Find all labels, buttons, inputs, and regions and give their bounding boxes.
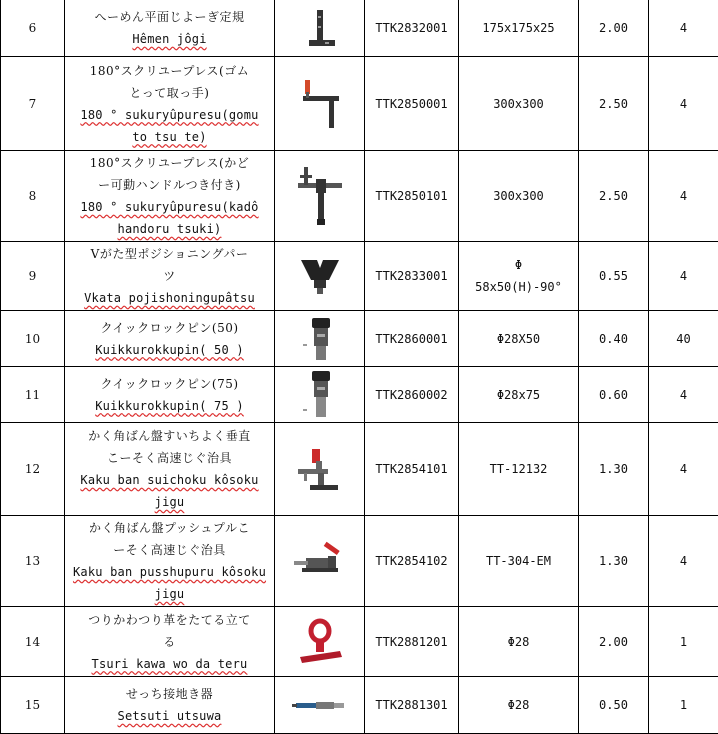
row-number: 14 xyxy=(1,607,65,677)
item-name-romaji: Setsuti utsuwa xyxy=(117,709,222,723)
item-weight: 0.50 xyxy=(579,677,649,734)
item-name-japanese: 180°スクリユープレス(かど xyxy=(89,156,250,170)
vertical-toggle-clamp-icon xyxy=(278,439,361,499)
item-image xyxy=(275,311,365,367)
item-name-romaji: jigu xyxy=(154,587,185,601)
item-image xyxy=(275,57,365,151)
item-image xyxy=(275,607,365,677)
item-name-japanese: とって取っ手) xyxy=(129,85,210,100)
row-number: 7 xyxy=(1,57,65,151)
item-name xyxy=(65,367,275,423)
item-quantity: 4 xyxy=(649,423,718,516)
item-image xyxy=(275,0,365,57)
item-code: TTK2854101 xyxy=(365,423,459,516)
item-name-japanese: 180°スクリユープレス(ゴム xyxy=(89,63,250,78)
item-size: 300x300 xyxy=(459,57,579,151)
item-name-japanese: クイックロックピン(75) xyxy=(100,376,239,391)
item-image xyxy=(275,677,365,734)
item-image xyxy=(275,151,365,242)
item-size: Φ28x75 xyxy=(459,367,579,423)
item-name xyxy=(65,311,275,367)
item-name-japanese: ーそく高速じぐ治具 xyxy=(113,543,226,557)
item-name xyxy=(65,57,275,151)
v-block-positioning-part-icon xyxy=(278,254,361,298)
item-quantity: 40 xyxy=(649,311,718,367)
row-number: 13 xyxy=(1,516,65,607)
item-quantity: 4 xyxy=(649,516,718,607)
table-row xyxy=(1,151,718,242)
screw-press-rubber-handle-icon xyxy=(278,76,361,132)
item-weight: 2.50 xyxy=(579,57,649,151)
item-name-romaji: Tsuri kawa wo da teru xyxy=(91,656,248,671)
item-image xyxy=(275,423,365,516)
item-weight: 2.50 xyxy=(579,151,649,242)
item-weight: 0.55 xyxy=(579,242,649,311)
item-name-japanese: クイックロックピン(50) xyxy=(100,320,239,335)
ground-clamp-icon xyxy=(278,693,361,717)
quick-lock-pin-icon xyxy=(278,314,361,364)
item-name xyxy=(65,242,275,311)
item-name xyxy=(65,516,275,607)
screw-press-movable-handle-icon xyxy=(278,161,361,231)
item-name-romaji: Kuikkurokkupin( 50 ) xyxy=(95,342,244,357)
item-size: 175x175x25 xyxy=(459,0,579,57)
item-image xyxy=(275,242,365,311)
item-name xyxy=(65,151,275,242)
item-name-japanese: つりかわつり革をたてる立て xyxy=(88,612,251,627)
item-name-romaji: to tsu te) xyxy=(132,129,207,144)
item-size: Φ 58x50(H)-90° xyxy=(459,242,579,311)
table-row xyxy=(1,423,718,516)
table-row xyxy=(1,607,718,677)
item-name-japanese: せっち接地き器 xyxy=(125,687,214,701)
item-size: TT-304-EM xyxy=(459,516,579,607)
row-number: 12 xyxy=(1,423,65,516)
item-code: TTK2860001 xyxy=(365,311,459,367)
item-name xyxy=(65,0,275,57)
item-name xyxy=(65,423,275,516)
item-quantity: 4 xyxy=(649,0,718,57)
table-row xyxy=(1,311,718,367)
item-quantity: 4 xyxy=(649,242,718,311)
item-name-japanese: ー可動ハンドルつき付き) xyxy=(98,178,241,192)
row-number: 11 xyxy=(1,367,65,423)
item-name-japanese: こーそく高速じぐ治具 xyxy=(106,451,232,465)
item-quantity: 1 xyxy=(649,677,718,734)
item-weight: 2.00 xyxy=(579,0,649,57)
l-square-ruler-icon xyxy=(278,4,361,52)
item-code: TTK2850101 xyxy=(365,151,459,242)
item-size: Φ28 xyxy=(459,677,579,734)
item-image xyxy=(275,367,365,423)
row-number: 15 xyxy=(1,677,65,734)
table-row xyxy=(1,57,718,151)
item-code: TTK2850001 xyxy=(365,57,459,151)
item-name-japanese: かく角ばん盤すいちよく垂直 xyxy=(88,429,251,443)
item-code: TTK2881201 xyxy=(365,607,459,677)
item-code: TTK2860002 xyxy=(365,367,459,423)
item-name-japanese: Vがた型ポジショニングパー xyxy=(90,247,249,261)
table-row xyxy=(1,0,718,57)
item-name-romaji: Kaku ban pusshupuru kôsoku xyxy=(72,565,267,579)
item-quantity: 4 xyxy=(649,367,718,423)
item-code: TTK2833001 xyxy=(365,242,459,311)
item-code: TTK2854102 xyxy=(365,516,459,607)
item-image xyxy=(275,516,365,607)
item-name-romaji: jigu xyxy=(154,495,185,509)
row-number: 10 xyxy=(1,311,65,367)
lifting-eye-ring-icon xyxy=(278,615,361,669)
quick-lock-pin-long-icon xyxy=(278,369,361,421)
item-name xyxy=(65,607,275,677)
table-row xyxy=(1,516,718,607)
item-weight: 1.30 xyxy=(579,423,649,516)
item-quantity: 1 xyxy=(649,607,718,677)
item-code: TTK2832001 xyxy=(365,0,459,57)
row-number: 9 xyxy=(1,242,65,311)
table-row xyxy=(1,242,718,311)
item-size: Φ28 xyxy=(459,607,579,677)
row-number: 8 xyxy=(1,151,65,242)
item-name-japanese: る xyxy=(163,634,176,649)
item-name-romaji: Kaku ban suichoku kôsoku xyxy=(80,473,259,487)
item-name-romaji: Hêmen jôgi xyxy=(132,32,207,46)
item-name-japanese: へーめん平面じよーぎ定規 xyxy=(94,10,245,24)
item-name-romaji: handoru tsuki) xyxy=(117,222,222,236)
push-pull-toggle-clamp-icon xyxy=(278,536,361,586)
item-name-japanese: かく角ばん盤プッシュプルこ xyxy=(89,521,250,535)
item-weight: 1.30 xyxy=(579,516,649,607)
table-row xyxy=(1,367,718,423)
item-name-romaji: 180 ° sukuryûpuresu(gomu xyxy=(80,107,259,122)
row-number: 6 xyxy=(1,0,65,57)
item-weight: 0.60 xyxy=(579,367,649,423)
table-row xyxy=(1,677,718,734)
item-name-romaji: Kuikkurokkupin( 75 ) xyxy=(95,398,244,413)
item-size: Φ28X50 xyxy=(459,311,579,367)
item-weight: 0.40 xyxy=(579,311,649,367)
item-size: 300x300 xyxy=(459,151,579,242)
item-quantity: 4 xyxy=(649,57,718,151)
item-code: TTK2881301 xyxy=(365,677,459,734)
item-quantity: 4 xyxy=(649,151,718,242)
item-size: TT-12132 xyxy=(459,423,579,516)
item-name-japanese: ツ xyxy=(163,269,176,283)
item-name-romaji: 180 ° sukuryûpuresu(kadô xyxy=(80,200,259,214)
item-name xyxy=(65,677,275,734)
item-weight: 2.00 xyxy=(579,607,649,677)
item-name-romaji: Vkata pojishoningupâtsu xyxy=(84,291,255,305)
